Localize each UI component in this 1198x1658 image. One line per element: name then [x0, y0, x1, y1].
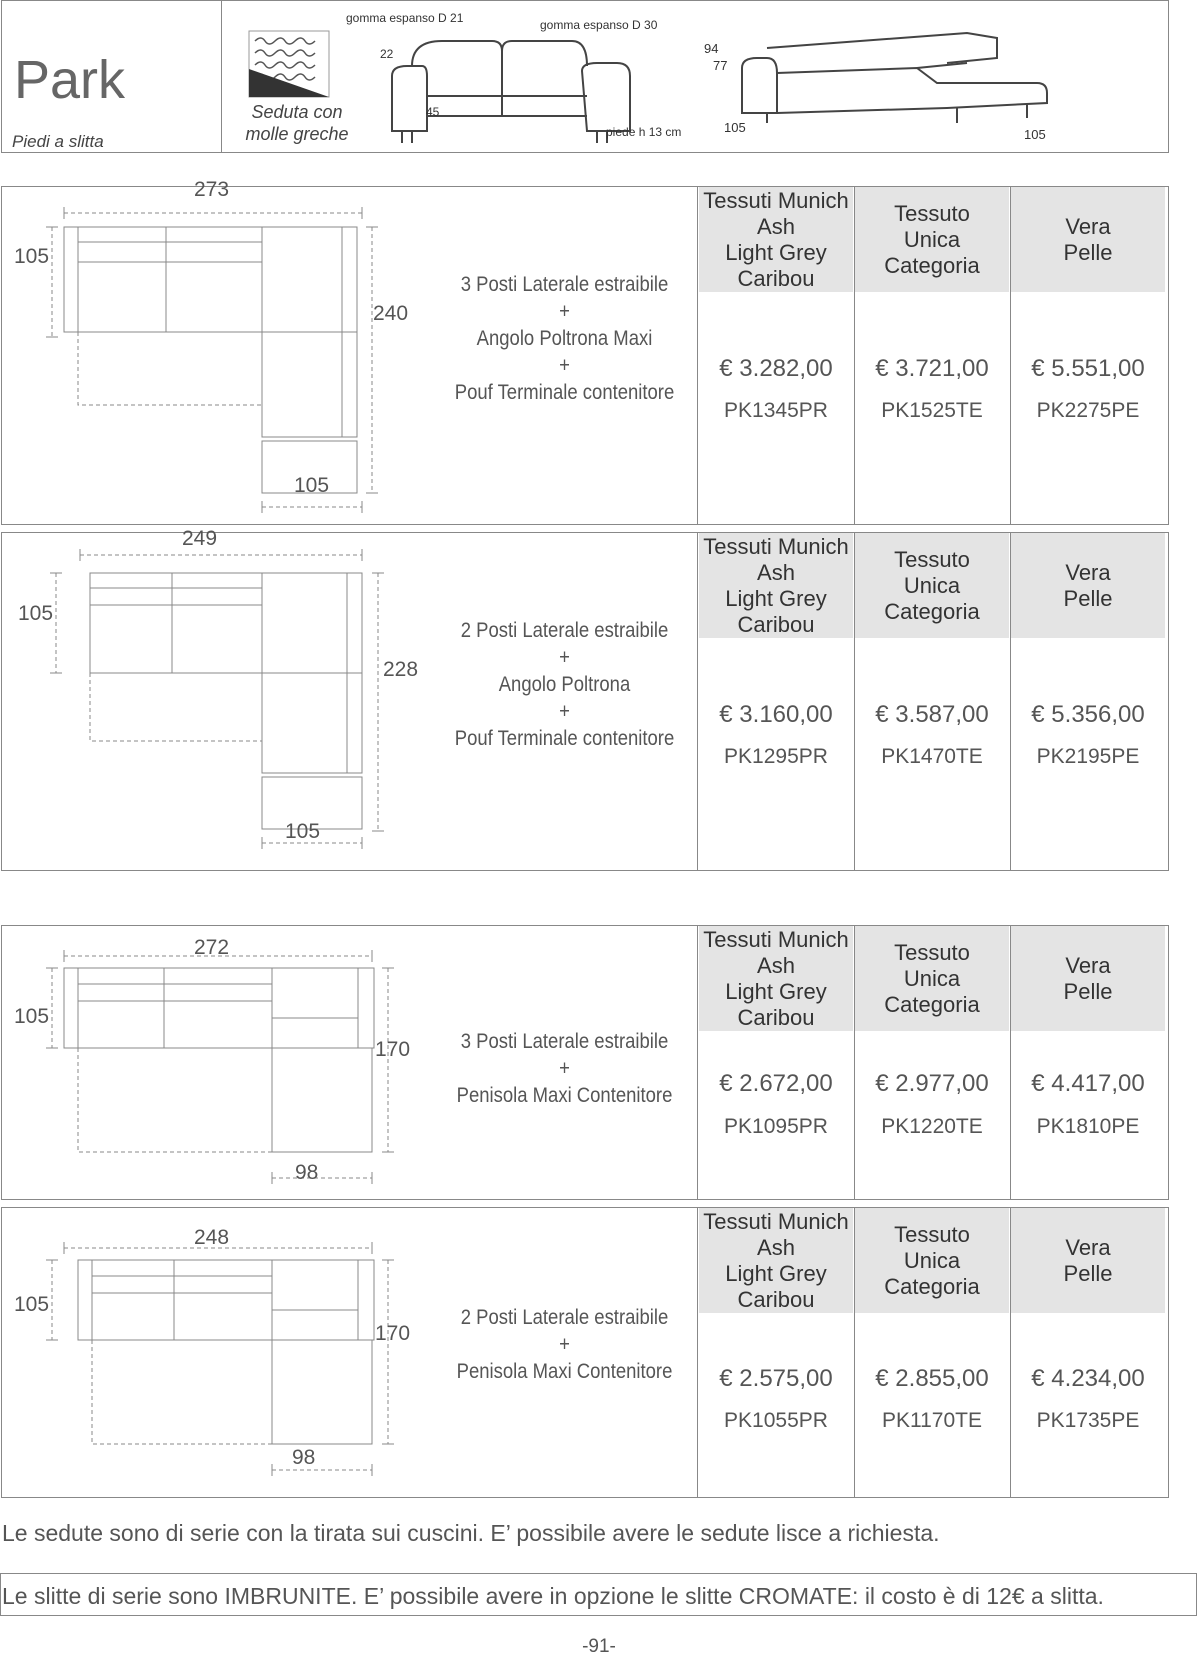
col-header-fabric1: Tessuti Munich Ash Light Grey Caribou	[699, 926, 853, 1031]
depth-dim-2: 105	[18, 602, 54, 625]
col-header-fabric1: Tessuti Munich Ash Light Grey Caribou	[699, 187, 853, 292]
code-4-fabric1: PK1055PR	[724, 1409, 828, 1432]
price-4-fabric2: € 2.855,00	[875, 1365, 989, 1392]
catalog-header	[1, 0, 1169, 153]
width-dim-3: 272	[194, 936, 230, 959]
price-2-fabric2: € 3.587,00	[875, 701, 989, 728]
code-1-leather: PK2275PE	[1036, 399, 1140, 422]
price-2-leather: € 5.356,00	[1031, 701, 1145, 728]
brand-cell	[2, 1, 222, 152]
width-dim-1: 273	[194, 178, 230, 201]
col-header-leather: Vera Pelle	[1011, 1208, 1165, 1313]
code-1-fabric1: PK1345PR	[724, 399, 828, 422]
layout-drawing-2	[42, 543, 422, 863]
col-header-fabric1: Tessuti Munich Ash Light Grey Caribou	[699, 533, 853, 638]
code-3-fabric2: PK1220TE	[881, 1115, 983, 1138]
col-header-fabric2: Tessuto Unica Categoria	[855, 926, 1009, 1031]
product-block-3	[1, 925, 1169, 1200]
code-3-leather: PK1810PE	[1036, 1115, 1140, 1138]
price-3-leather: € 4.417,00	[1031, 1070, 1145, 1097]
width-dim-2: 249	[182, 527, 218, 550]
price-3-fabric2: € 2.977,00	[875, 1070, 989, 1097]
length-dim-4: 170	[375, 1322, 411, 1345]
dim-94-label: 94	[704, 41, 719, 56]
col-header-leather: Vera Pelle	[1011, 926, 1165, 1031]
col-header-fabric2: Tessuto Unica Categoria	[855, 533, 1009, 638]
col-header-fabric2: Tessuto Unica Categoria	[855, 1208, 1009, 1313]
code-2-fabric1: PK1295PR	[724, 745, 828, 768]
col-header-leather: Vera Pelle	[1011, 187, 1165, 292]
layout-drawing-3	[42, 936, 422, 1196]
code-2-leather: PK2195PE	[1036, 745, 1140, 768]
foam-d30-label: gomma espanso D 30	[540, 18, 658, 32]
pouf-dim-3: 98	[295, 1161, 319, 1184]
length-dim-3: 170	[375, 1038, 411, 1061]
note-cushions: Le sedute sono di serie con la tirata sui cuscini. E’ possibile avere le sedute lisce a richiesta.	[2, 1520, 940, 1546]
price-1-fabric1: € 3.282,00	[719, 355, 833, 382]
pouf-dim-1: 105	[294, 474, 330, 497]
note-feet-finish: Le slitte di serie sono IMBRUNITE. E’ possibile avere in opzione le slitte CROMATE: il costo è di 12€ a slitta.	[2, 1583, 1104, 1609]
length-dim-2: 228	[383, 658, 419, 681]
code-4-leather: PK1735PE	[1036, 1409, 1140, 1432]
width-dim-4: 248	[194, 1226, 230, 1249]
price-3-fabric1: € 2.672,00	[719, 1070, 833, 1097]
depth-dim-3: 105	[14, 1005, 50, 1028]
dim-105a-label: 105	[724, 120, 746, 135]
dim-77-label: 77	[713, 58, 728, 73]
dim-45-label: 45	[426, 105, 440, 119]
description-1: 3 Posti Laterale estraibile + Angolo Poltrona Maxi + Pouf Terminale contenitore	[454, 273, 675, 404]
price-4-fabric1: € 2.575,00	[719, 1365, 833, 1392]
layout-drawing-4	[42, 1218, 422, 1493]
spring-seat-icon	[247, 29, 331, 99]
code-2-fabric2: PK1470TE	[881, 745, 983, 768]
sofa-front-drawing	[382, 21, 642, 146]
seat-note: Seduta con molle greche	[245, 102, 349, 144]
pouf-dim-4: 98	[292, 1446, 316, 1469]
code-4-fabric2: PK1170TE	[881, 1409, 982, 1432]
corner-sofa-drawing	[737, 23, 1057, 128]
col-header-fabric1: Tessuti Munich Ash Light Grey Caribou	[699, 1208, 853, 1313]
page-number: -91-	[582, 1636, 616, 1657]
length-dim-1: 240	[373, 302, 409, 325]
description-4: 2 Posti Laterale estraibile + Penisola Maxi Contenitore	[456, 1306, 673, 1383]
description-3: 3 Posti Laterale estraibile + Penisola Maxi Contenitore	[456, 1030, 673, 1107]
layout-drawing-1	[42, 197, 422, 517]
depth-dim-4: 105	[14, 1293, 50, 1316]
pouf-dim-2: 105	[285, 820, 321, 843]
product-block-1	[1, 178, 1169, 525]
code-3-fabric1: PK1095PR	[724, 1115, 828, 1138]
foam-d21-label: gomma espanso D 21	[346, 11, 464, 25]
product-block-2	[1, 527, 1169, 871]
description-2: 2 Posti Laterale estraibile + Angolo Poltrona + Pouf Terminale contenitore	[454, 619, 675, 750]
product-block-4	[1, 1207, 1169, 1498]
col-header-fabric2: Tessuto Unica Categoria	[855, 187, 1009, 292]
brand-name: Park	[14, 50, 126, 110]
price-2-fabric1: € 3.160,00	[719, 701, 833, 728]
price-1-leather: € 5.551,00	[1031, 355, 1145, 382]
code-1-fabric2: PK1525TE	[881, 399, 983, 422]
dim-22-label: 22	[380, 47, 394, 61]
feet-type: Piedi a slitta	[12, 132, 104, 151]
foot-height-label: piede h 13 cm	[606, 125, 682, 139]
price-1-fabric2: € 3.721,00	[875, 355, 989, 382]
depth-dim-1: 105	[14, 245, 50, 268]
price-4-leather: € 4.234,00	[1031, 1365, 1145, 1392]
col-header-leather: Vera Pelle	[1011, 533, 1165, 638]
dim-105b-label: 105	[1024, 127, 1046, 142]
